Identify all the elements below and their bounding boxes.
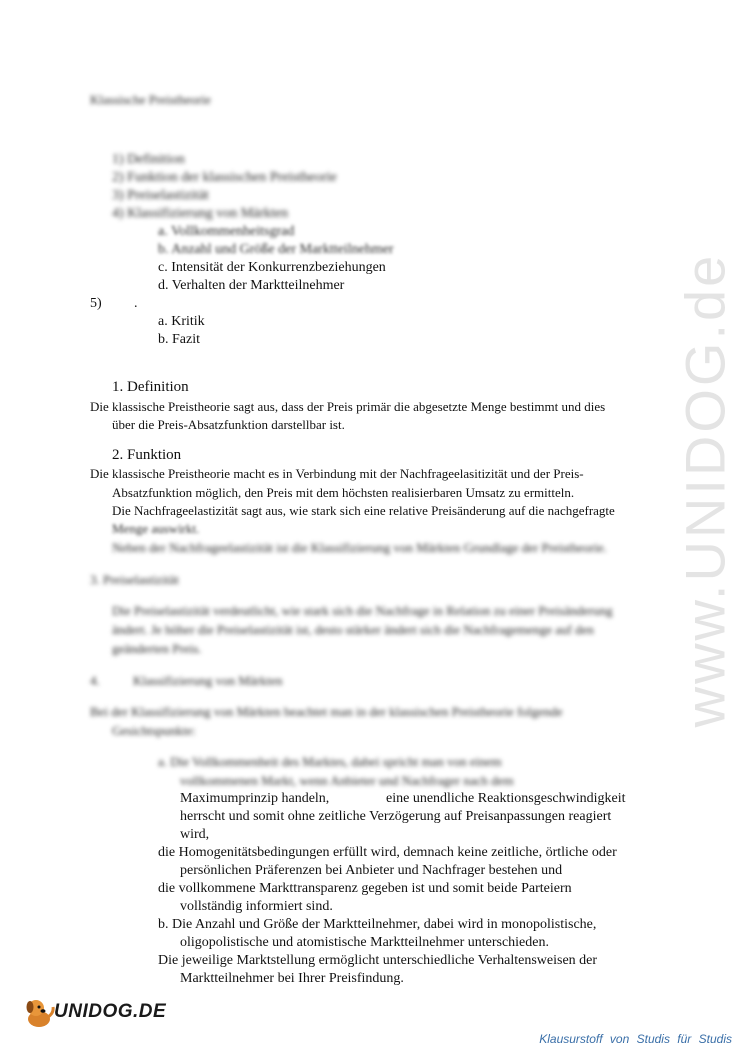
paragraph-line: Die Nachfrageelastizität sagt aus, wie stark sich eine relative Preisänderung auf die nachgefragte — [112, 503, 615, 518]
paragraph-line: Absatzfunktion möglich, den Preis mit dem höchsten realisierbaren Umsatz zu ermitteln. — [112, 485, 575, 500]
toc-subitem: d. Verhalten der Marktteilnehmer — [158, 278, 345, 293]
toc-item: 3) Preiselastizität — [112, 188, 209, 203]
paragraph-line: die Homogenitätsbedingungen erfüllt wird, demnach keine zeitliche, örtliche oder — [158, 845, 617, 860]
paragraph-line: über die Preis-Absatzfunktion darstellbar ist. — [112, 417, 345, 432]
list-item-a: a. Die Vollkommenheit des Marktes, dabei spricht man von einem — [158, 754, 502, 769]
paragraph-line: vollkommenen Markt, wenn Anbieter und Nachfrager nach dem — [180, 773, 514, 788]
paragraph-line: Maximumprinzip handeln, — [180, 791, 330, 806]
document-title: Klassische Preistheorie — [90, 92, 211, 107]
paragraph-line: Neben der Nachfrageelastizität ist die Klassifizierung von Märkten Grundlage der Preistheorie. — [112, 540, 607, 555]
paragraph-line: herrscht und somit ohne zeitliche Verzögerung auf Preisanpassungen reagiert — [180, 809, 612, 824]
paragraph-line: Menge auswirkt. — [112, 521, 200, 536]
paragraph-line: Die jeweilige Marktstellung ermöglicht unterschiedliche Verhaltensweisen der — [158, 953, 598, 968]
paragraph-line: wird, — [180, 827, 210, 842]
paragraph-line: Marktteilnehmer bei Ihrer Preisfindung. — [180, 971, 404, 986]
paragraph-line: Gesichtspunkte: — [112, 723, 196, 738]
toc-subitem: a. Vollkommenheitsgrad — [158, 224, 295, 239]
paragraph-line: Die klassische Preistheorie sagt aus, dass der Preis primär die abgesetzte Menge bestimmt und dies — [90, 399, 606, 414]
paragraph-line: eine unendliche Reaktionsgeschwindigkeit — [386, 791, 626, 806]
list-item-b: b. Die Anzahl und Größe der Marktteilnehmer, dabei wird in monopolistische, — [158, 917, 597, 932]
toc-item: 1) Definition — [112, 152, 185, 167]
paragraph-line: Bei der Klassifizierung von Märkten beachtet man in der klassischen Preistheorie folgende — [90, 704, 563, 719]
toc-subitem: a. Kritik — [158, 314, 205, 329]
paragraph-line: vollständig informiert sind. — [180, 899, 333, 914]
paragraph-line: persönlichen Präferenzen bei Anbieter und Nachfrager bestehen und — [180, 863, 563, 878]
section-number: 4. — [90, 673, 100, 688]
toc-subitem: b. Fazit — [158, 332, 200, 347]
watermark-text: www.UNIDOG.de — [673, 252, 737, 728]
paragraph-line: oligopolistische und atomistische Marktteilnehmer unterschieden. — [180, 935, 549, 950]
unidog-logo[interactable] — [22, 995, 167, 1029]
dog-mascot-icon — [22, 995, 56, 1029]
footer-note: Klausurstoff von Studis für Studis — [539, 1032, 732, 1046]
section-heading: 2. Funktion — [112, 447, 182, 463]
paragraph-line: Die klassische Preistheorie macht es in Verbindung mit der Nachfrageelasitizität und der Preis- — [90, 466, 584, 481]
toc-subitem: b. Anzahl und Größe der Marktteilnehmer — [158, 242, 394, 257]
toc-item: 2) Funktion der klassischen Preistheorie — [112, 170, 337, 185]
paragraph-line: Die Preiselastizität verdeutlicht, wie stark sich die Nachfrage in Relation zu einer Preisänderung — [112, 603, 613, 618]
section-heading: Klassifizierung von Märkten — [133, 673, 283, 688]
paragraph-line: geänderten Preis. — [112, 641, 202, 656]
paragraph-line: ändert. Je höher die Preiselastizität ist, desto stärker ändert sich die Nachfragemenge auf den — [112, 622, 594, 637]
toc-item-number: 5) — [90, 296, 102, 311]
toc-item: 4) Klassifizierung von Märkten — [112, 206, 289, 221]
watermark — [660, 250, 750, 730]
toc-item-label: . — [134, 296, 138, 311]
section-heading: 1. Definition — [112, 379, 189, 395]
logo-text: UNIDOG.DE — [54, 1001, 167, 1022]
paragraph-line: die vollkommene Markttransparenz gegeben ist und somit beide Parteiern — [158, 881, 572, 896]
section-heading: 3. Preiselastizität — [90, 572, 179, 587]
toc-subitem: c. Intensität der Konkurrenzbeziehungen — [158, 260, 386, 275]
